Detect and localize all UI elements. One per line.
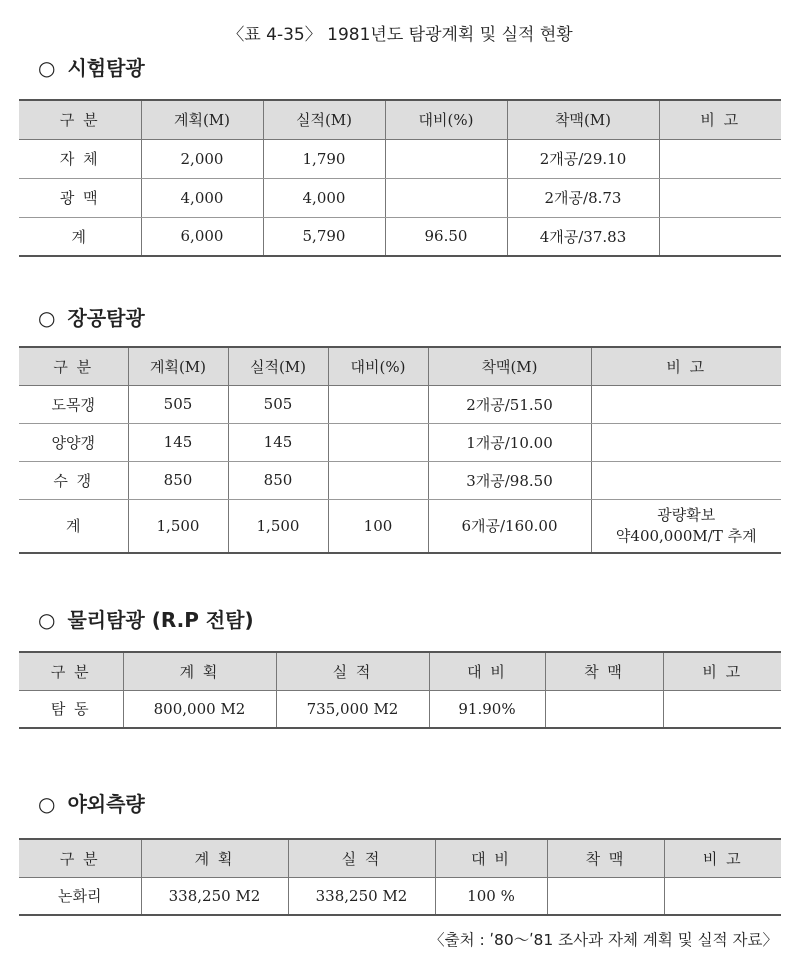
table-header-row <box>19 839 781 877</box>
table-row <box>19 877 781 915</box>
table-cell: 양양갱 <box>19 423 128 461</box>
table-cell: 1,500 <box>228 499 328 553</box>
table-cell: 800,000 M2 <box>123 690 276 728</box>
table-cell: 2개공/8.73 <box>507 178 659 217</box>
header-cell: 실적(M) <box>263 100 385 139</box>
remarks-line: 광량확보 <box>657 505 716 524</box>
section-title-long-hole-exploration: ○ 장공탐광 <box>38 306 145 330</box>
header-cell: 계 획 <box>123 652 276 690</box>
header-cell: 착맥(M) <box>428 347 591 385</box>
table-cell: 2,000 <box>141 139 263 178</box>
physical-exploration-table <box>19 651 781 729</box>
table-cell: 505 <box>128 385 228 423</box>
table-row-total <box>19 217 781 256</box>
header-cell: 구 분 <box>19 100 141 139</box>
table-cell <box>591 461 781 499</box>
table-cell: 850 <box>128 461 228 499</box>
table-cell: 계 <box>19 217 141 256</box>
table-cell <box>659 217 781 256</box>
field-survey-table <box>19 838 781 916</box>
remarks-cell <box>591 499 781 553</box>
table-header-row <box>19 347 781 385</box>
table-cell: 계 <box>19 499 128 553</box>
header-cell: 계획(M) <box>128 347 228 385</box>
header-cell: 실 적 <box>288 839 435 877</box>
table-cell <box>591 385 781 423</box>
table-cell: 338,250 M2 <box>141 877 288 915</box>
circle-bullet-icon: ○ <box>38 56 56 80</box>
source-note: 〈출처 : ʹ80～ʹ81 조사과 자체 계획 및 실적 자료〉 <box>429 931 778 949</box>
header-cell: 구 분 <box>19 347 128 385</box>
table-cell: 338,250 M2 <box>288 877 435 915</box>
table-cell: 4개공/37.83 <box>507 217 659 256</box>
header-cell: 비 고 <box>591 347 781 385</box>
header-cell: 실 적 <box>276 652 429 690</box>
table-cell <box>328 423 428 461</box>
table-caption: 〈표 4-35〉 1981년도 탐광계획 및 실적 현황 <box>227 25 573 45</box>
table-cell <box>664 877 781 915</box>
table-cell: 2개공/29.10 <box>507 139 659 178</box>
table-cell: 자 체 <box>19 139 141 178</box>
section-title-field-survey: ○ 야외측량 <box>38 792 145 816</box>
header-cell: 착 맥 <box>545 652 663 690</box>
table-cell: 100 % <box>435 877 547 915</box>
table-cell: 96.50 <box>385 217 507 256</box>
table-cell <box>385 178 507 217</box>
table-header-row <box>19 652 781 690</box>
table-cell <box>659 178 781 217</box>
table-cell: 91.90% <box>429 690 545 728</box>
circle-bullet-icon: ○ <box>38 792 56 816</box>
table-cell: 논화리 <box>19 877 141 915</box>
table-row <box>19 385 781 423</box>
header-cell: 구 분 <box>19 652 123 690</box>
header-cell: 대비(%) <box>328 347 428 385</box>
table-cell: 1,790 <box>263 139 385 178</box>
table-row <box>19 139 781 178</box>
header-cell: 실적(M) <box>228 347 328 385</box>
table-cell: 도목갱 <box>19 385 128 423</box>
table-cell: 6,000 <box>141 217 263 256</box>
table-cell <box>328 461 428 499</box>
table-cell: 850 <box>228 461 328 499</box>
table-row <box>19 690 781 728</box>
table-cell: 4,000 <box>141 178 263 217</box>
table-header-row <box>19 100 781 139</box>
section-title-trial-exploration: ○ 시험탐광 <box>38 56 145 80</box>
table-cell: 100 <box>328 499 428 553</box>
table-cell: 735,000 M2 <box>276 690 429 728</box>
circle-bullet-icon: ○ <box>38 608 56 632</box>
table-cell <box>591 423 781 461</box>
table-cell: 1,500 <box>128 499 228 553</box>
section-title-physical-exploration: ○ 물리탐광 (R.P 전탐) <box>38 608 254 632</box>
header-cell: 대 비 <box>435 839 547 877</box>
table-cell: 1개공/10.00 <box>428 423 591 461</box>
long-hole-exploration-table <box>19 346 781 554</box>
table-cell: 수 갱 <box>19 461 128 499</box>
header-cell: 구 분 <box>19 839 141 877</box>
table-cell <box>328 385 428 423</box>
table-row <box>19 461 781 499</box>
table-row-total <box>19 499 781 553</box>
table-cell: 505 <box>228 385 328 423</box>
table-cell <box>385 139 507 178</box>
table-row <box>19 423 781 461</box>
header-cell: 착맥(M) <box>507 100 659 139</box>
header-cell: 착 맥 <box>547 839 664 877</box>
table-cell: 145 <box>228 423 328 461</box>
table-cell <box>659 139 781 178</box>
header-cell: 비 고 <box>663 652 781 690</box>
table-cell <box>545 690 663 728</box>
remarks-line: 약400,000M/T 추계 <box>615 526 757 545</box>
table-cell: 4,000 <box>263 178 385 217</box>
table-cell <box>547 877 664 915</box>
circle-bullet-icon: ○ <box>38 306 56 330</box>
trial-exploration-table <box>19 99 781 257</box>
header-cell: 비 고 <box>659 100 781 139</box>
table-cell: 6개공/160.00 <box>428 499 591 553</box>
header-cell: 대 비 <box>429 652 545 690</box>
table-cell <box>663 690 781 728</box>
header-cell: 대비(%) <box>385 100 507 139</box>
table-cell: 2개공/51.50 <box>428 385 591 423</box>
table-cell: 145 <box>128 423 228 461</box>
header-cell: 계 획 <box>141 839 288 877</box>
table-cell: 5,790 <box>263 217 385 256</box>
header-cell: 비 고 <box>664 839 781 877</box>
table-cell: 3개공/98.50 <box>428 461 591 499</box>
table-row <box>19 178 781 217</box>
table-cell: 탐 동 <box>19 690 123 728</box>
table-cell: 광 맥 <box>19 178 141 217</box>
header-cell: 계획(M) <box>141 100 263 139</box>
